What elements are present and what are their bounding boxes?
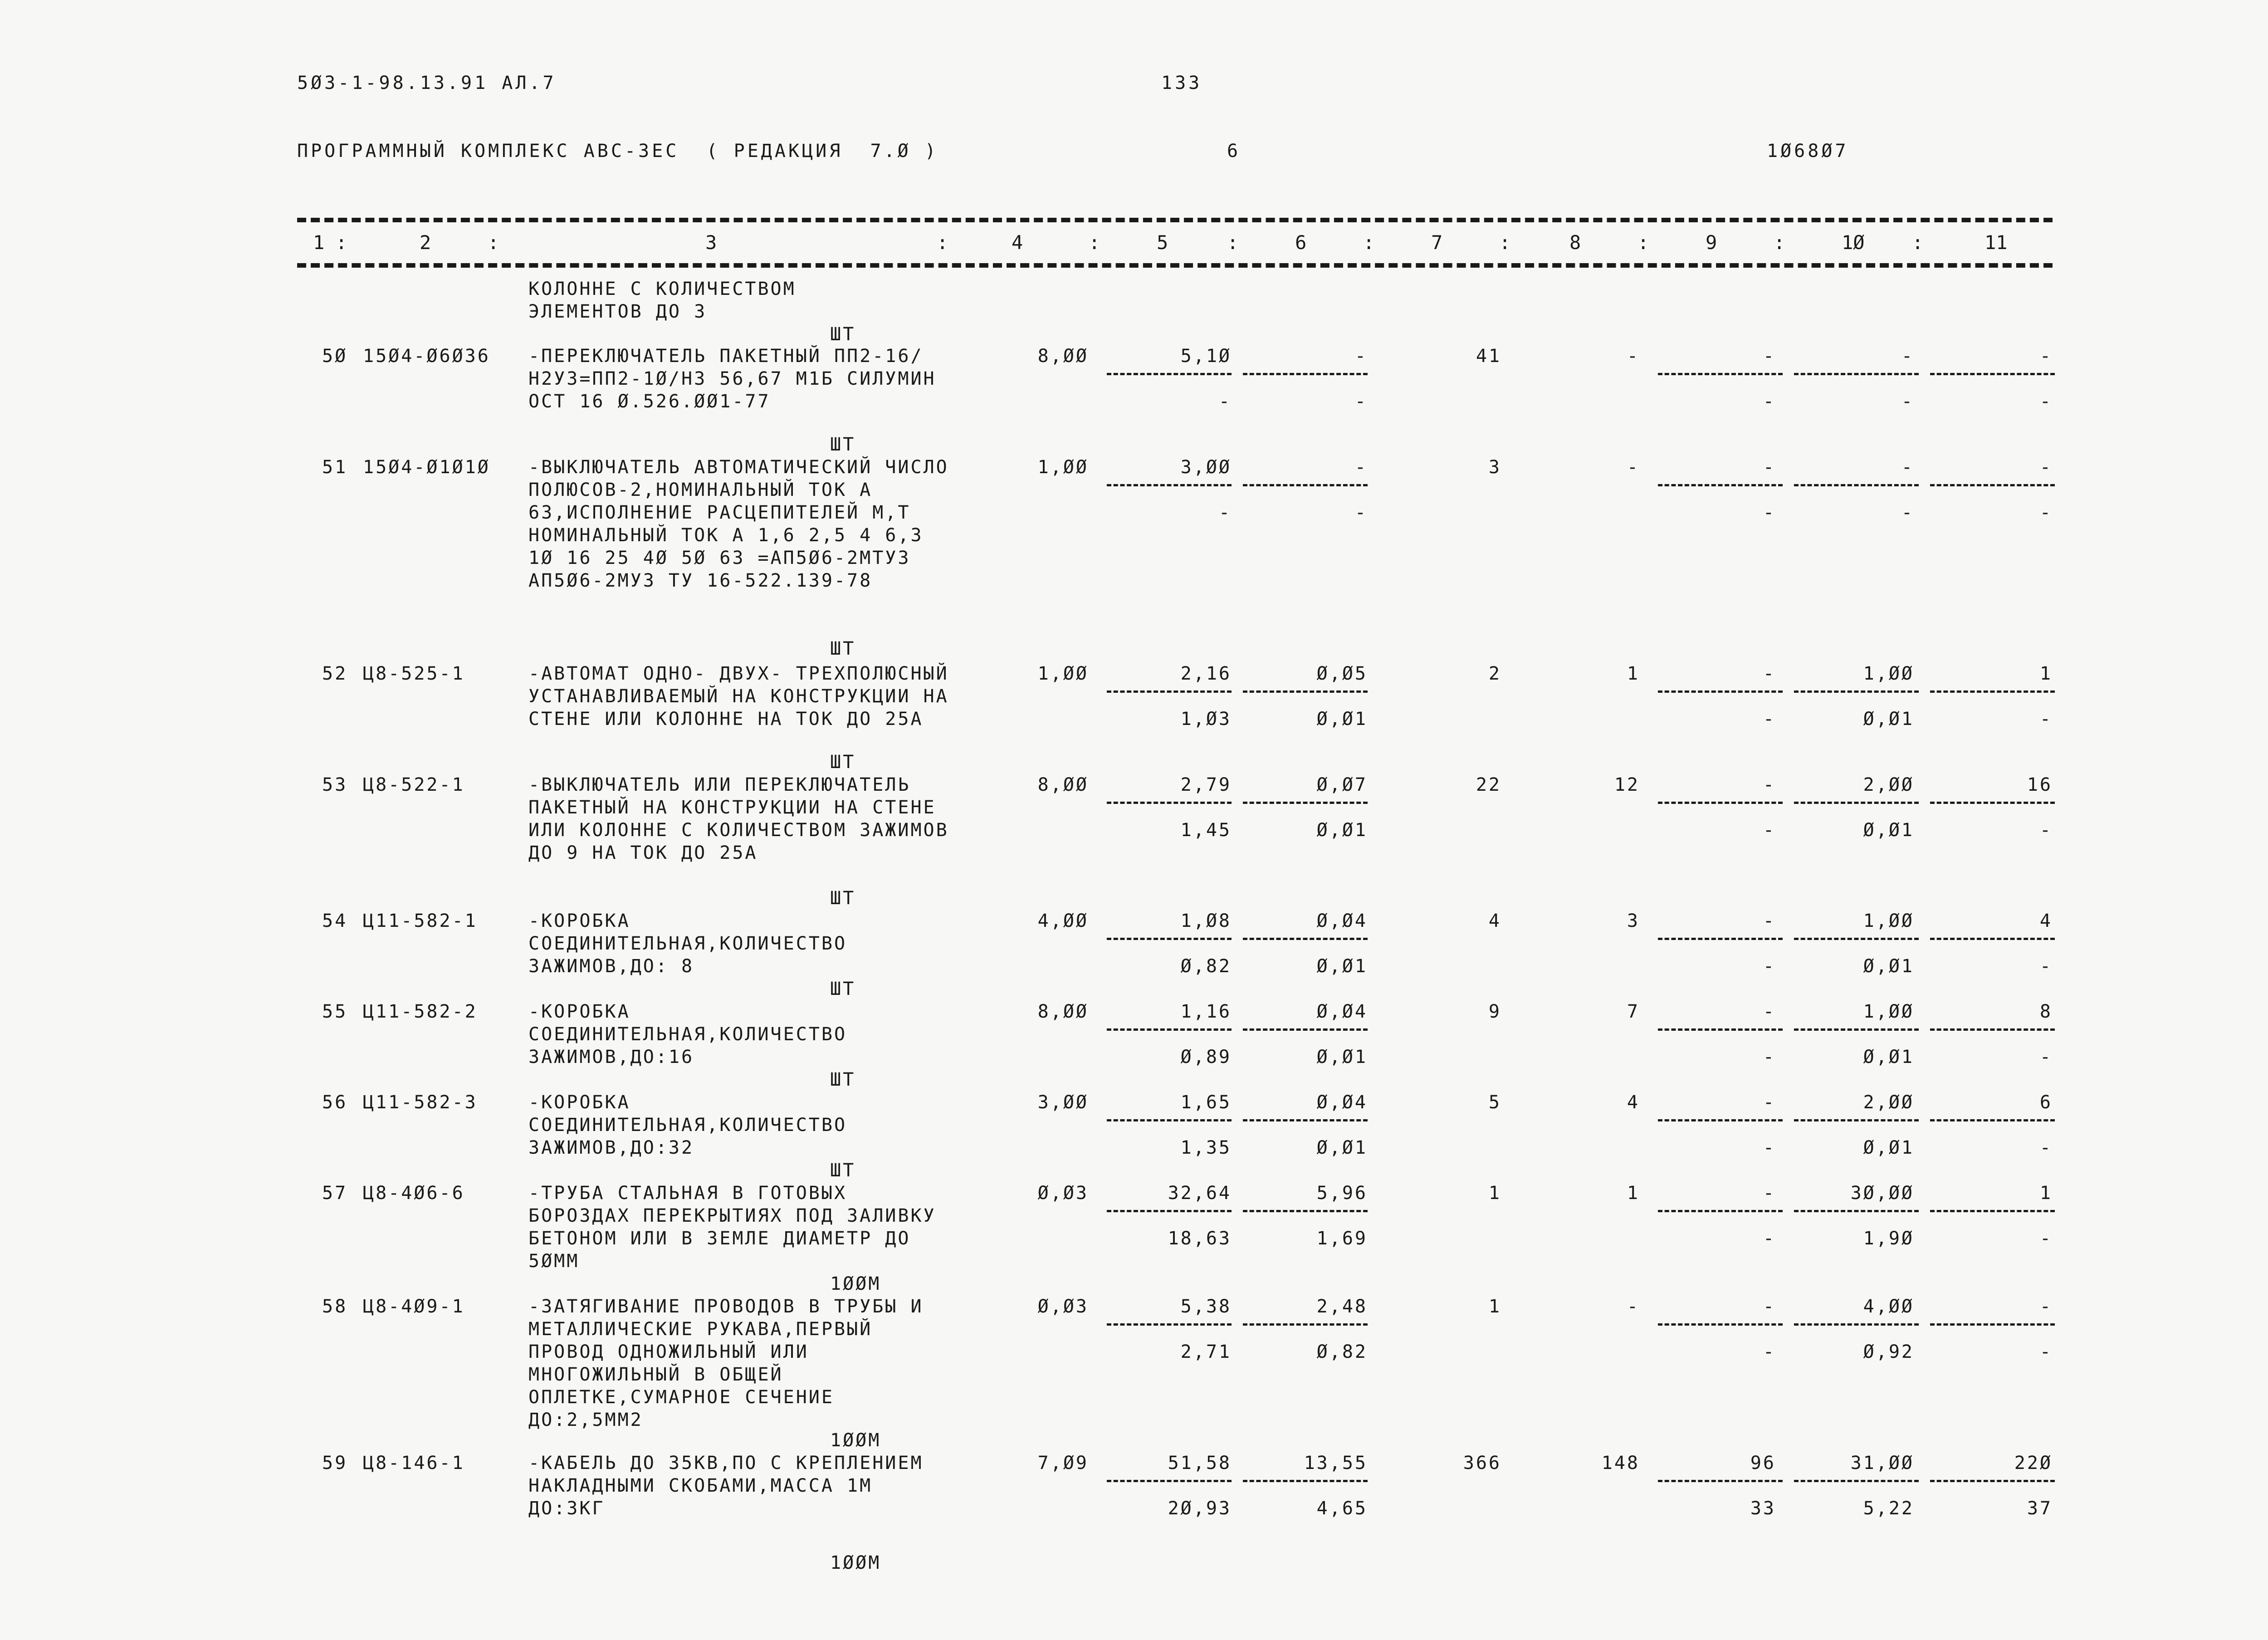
cell-c6b: - bbox=[1354, 502, 1368, 523]
doc-code: 5Ø3-1-98.13.91 АЛ.7 bbox=[297, 73, 557, 93]
cell-c10: - bbox=[1901, 457, 1914, 478]
value-separator bbox=[1107, 802, 1232, 804]
intro-unit: ШТ bbox=[830, 324, 856, 345]
intro-line: КОЛОННЕ С КОЛИЧЕСТВОМ bbox=[528, 279, 796, 299]
row-description: -КОРОБКА СОЕДИНИТЕЛЬНАЯ,КОЛИЧЕСТВО ЗАЖИМОВ,ДО:16 bbox=[528, 1001, 847, 1067]
value-separator bbox=[1794, 484, 1919, 486]
column-separators bbox=[297, 231, 2053, 254]
value-separator bbox=[1930, 1480, 2055, 1482]
value-separator bbox=[1794, 802, 1919, 804]
row-description: -ТРУБА СТАЛЬНАЯ В ГОТОВЫХ БОРОЗДАХ ПЕРЕКРЫТИЯХ ПОД ЗАЛИВКУ БЕТОНОМ ИЛИ В ЗЕМЛЕ ДИАМЕТР ДО 5ØММ bbox=[528, 1183, 936, 1272]
cell-c9: - bbox=[1763, 457, 1776, 478]
cell-c5b: 2Ø,93 bbox=[1168, 1498, 1232, 1519]
cell-c11b: - bbox=[2039, 1228, 2053, 1249]
value-separator bbox=[1243, 1480, 1368, 1482]
cell-c11: 4 bbox=[2039, 911, 2053, 931]
col-sep: : bbox=[336, 231, 347, 254]
value-separator bbox=[1658, 1028, 1783, 1031]
row-number: 51 bbox=[322, 457, 348, 478]
row-code: Ц11-582-3 bbox=[363, 1092, 478, 1113]
value-separator bbox=[1658, 1119, 1783, 1121]
cell-c5b: Ø,82 bbox=[1180, 956, 1232, 977]
col-sep: : bbox=[1912, 231, 1924, 254]
cell-c9: 96 bbox=[1750, 1453, 1776, 1474]
intro-line: ЭЛЕМЕНТОВ ДО 3 bbox=[528, 301, 707, 322]
cell-c11: 8 bbox=[2039, 1001, 2053, 1022]
cell-c4: 1,ØØ bbox=[1037, 457, 1089, 478]
cell-c5: 51,58 bbox=[1168, 1453, 1232, 1474]
cell-c6: 2,48 bbox=[1316, 1296, 1368, 1317]
value-separator bbox=[1107, 373, 1232, 375]
cell-c7: 9 bbox=[1488, 1001, 1501, 1022]
value-separator bbox=[1930, 1323, 2055, 1326]
value-separator bbox=[1930, 484, 2055, 486]
cell-c11b: - bbox=[2039, 502, 2053, 523]
row-number: 57 bbox=[322, 1183, 348, 1204]
row-number: 5Ø bbox=[322, 346, 348, 367]
cell-c11: - bbox=[2039, 457, 2053, 478]
row-number: 56 bbox=[322, 1092, 348, 1113]
value-separator bbox=[1107, 1119, 1232, 1121]
row-unit: ШТ bbox=[830, 1160, 856, 1181]
cell-c9b: - bbox=[1763, 709, 1776, 729]
row-description: -АВТОМАТ ОДНО- ДВУХ- ТРЕХПОЛЮСНЫЙ УСТАНАВЛИВАЕМЫЙ НА КОНСТРУКЦИИ НА СТЕНЕ ИЛИ КОЛОННЕ НА ТОК ДО 25А bbox=[528, 663, 949, 729]
row-description: -КОРОБКА СОЕДИНИТЕЛЬНАЯ,КОЛИЧЕСТВО ЗАЖИМОВ,ДО: 8 bbox=[528, 911, 847, 977]
cell-c5b: 1,35 bbox=[1180, 1137, 1232, 1158]
cell-c5: 1,Ø8 bbox=[1180, 911, 1232, 931]
col-8: 8 bbox=[1569, 231, 1581, 254]
cell-c5: 2,79 bbox=[1180, 774, 1232, 795]
value-separator bbox=[1794, 373, 1919, 375]
value-separator bbox=[1794, 1028, 1919, 1031]
value-separator bbox=[1107, 484, 1232, 486]
row-code: Ц11-582-1 bbox=[363, 911, 478, 931]
cell-c9: - bbox=[1763, 911, 1776, 931]
row-description: -ПЕРЕКЛЮЧАТЕЛЬ ПАКЕТНЫЙ ПП2-16/Н2У3=ПП2-1Ø/Н3 56,67 М1Б СИЛУМИН ОСТ 16 Ø.526.ØØ1-77 bbox=[528, 346, 936, 412]
cell-c5b: - bbox=[1218, 391, 1232, 412]
cell-c5b: - bbox=[1218, 502, 1232, 523]
value-separator bbox=[1794, 1323, 1919, 1326]
value-separator bbox=[1243, 1119, 1368, 1121]
value-separator bbox=[1930, 938, 2055, 940]
col-4: 4 bbox=[1012, 231, 1023, 254]
cell-c4: 7,Ø9 bbox=[1037, 1453, 1089, 1474]
row-description: -ВЫКЛЮЧАТЕЛЬ ИЛИ ПЕРЕКЛЮЧАТЕЛЬ ПАКЕТНЫЙ НА КОНСТРУКЦИИ НА СТЕНЕ ИЛИ КОЛОННЕ С КОЛИЧЕСТВОМ ЗАЖИМОВ ДО 9 НА ТОК ДО 25А bbox=[528, 774, 949, 863]
cell-c10b: 1,9Ø bbox=[1863, 1228, 1914, 1249]
cell-c10b: - bbox=[1901, 502, 1914, 523]
row-unit: ШТ bbox=[830, 1069, 856, 1090]
value-separator bbox=[1930, 373, 2055, 375]
col-sep: : bbox=[1227, 231, 1239, 254]
cell-c7: 5 bbox=[1488, 1092, 1501, 1113]
cell-c9: - bbox=[1763, 774, 1776, 795]
cell-c11: 16 bbox=[2027, 774, 2053, 795]
cell-c8: - bbox=[1627, 457, 1640, 478]
value-separator bbox=[1930, 1210, 2055, 1212]
cell-c4: Ø,Ø3 bbox=[1037, 1183, 1089, 1204]
value-separator bbox=[1794, 1119, 1919, 1121]
cell-c5b: 1,45 bbox=[1180, 820, 1232, 841]
col-10: 1Ø bbox=[1842, 231, 1865, 254]
col-2: 2 bbox=[420, 231, 431, 254]
cell-c5b: Ø,89 bbox=[1180, 1047, 1232, 1067]
cell-c10: 3Ø,ØØ bbox=[1850, 1183, 1914, 1204]
col-3: 3 bbox=[705, 231, 717, 254]
cell-c10b: Ø,Ø1 bbox=[1863, 1137, 1914, 1158]
header-rule-top bbox=[297, 218, 2053, 222]
cell-c6: Ø,Ø7 bbox=[1316, 774, 1368, 795]
value-separator bbox=[1930, 1119, 2055, 1121]
cell-c7: 366 bbox=[1463, 1453, 1501, 1474]
cell-c6b: Ø,Ø1 bbox=[1316, 956, 1368, 977]
row-description: -ЗАТЯГИВАНИЕ ПРОВОДОВ В ТРУБЫ И МЕТАЛЛИЧЕСКИЕ РУКАВА,ПЕРВЫЙ ПРОВОД ОДНОЖИЛЬНЫЙ ИЛИ МНОГОЖИЛЬНЫЙ В ОБЩЕЙ ОПЛЕТКЕ,СУМАРНОЕ СЕЧЕНИЕ ДО:2,5ММ2 bbox=[528, 1296, 924, 1430]
value-separator bbox=[1658, 690, 1783, 693]
value-separator bbox=[1107, 1028, 1232, 1031]
sheet-number: 6 bbox=[1227, 141, 1241, 162]
cell-c4: 8,ØØ bbox=[1037, 1001, 1089, 1022]
cell-c6: Ø,Ø4 bbox=[1316, 1001, 1368, 1022]
cell-c5: 5,1Ø bbox=[1180, 346, 1232, 367]
cell-c9b: - bbox=[1763, 1341, 1776, 1362]
cell-c9b: - bbox=[1763, 1228, 1776, 1249]
cell-c5: 1,65 bbox=[1180, 1092, 1232, 1113]
cell-c8: 4 bbox=[1627, 1092, 1640, 1113]
value-separator bbox=[1794, 938, 1919, 940]
cell-c6b: 1,69 bbox=[1316, 1228, 1368, 1249]
col-1: 1 bbox=[313, 231, 325, 254]
value-separator bbox=[1658, 484, 1783, 486]
value-separator bbox=[1107, 1323, 1232, 1326]
value-separator bbox=[1930, 802, 2055, 804]
cell-c4: 8,ØØ bbox=[1037, 774, 1089, 795]
cell-c10: 1,ØØ bbox=[1863, 911, 1914, 931]
cell-c8: 1 bbox=[1627, 663, 1640, 684]
cell-c11b: - bbox=[2039, 391, 2053, 412]
cell-c7: 1 bbox=[1488, 1296, 1501, 1317]
cell-c9b: - bbox=[1763, 502, 1776, 523]
cell-c8: 12 bbox=[1614, 774, 1640, 795]
row-description: -ВЫКЛЮЧАТЕЛЬ АВТОМАТИЧЕСКИЙ ЧИСЛО ПОЛЮСОВ-2,НОМИНАЛЬНЫЙ ТОК А 63,ИСПОЛНЕНИЕ РАСЦЕПИТЕЛЕЙ М,Т НОМИНАЛЬНЫЙ ТОК А 1,6 2,5 4 6,3 1Ø 16 25 4Ø 5Ø 63 =АП5Ø6-2МТУ3 АП5Ø6-2МУ3 ТУ 16-522.139-78 bbox=[528, 457, 949, 591]
cell-c7: 2 bbox=[1488, 663, 1501, 684]
cell-c6b: Ø,82 bbox=[1316, 1341, 1368, 1362]
cell-c9: - bbox=[1763, 1296, 1776, 1317]
cell-c6: - bbox=[1354, 346, 1368, 367]
cell-c9b: - bbox=[1763, 1137, 1776, 1158]
col-sep: : bbox=[1774, 231, 1785, 254]
cell-c7: 1 bbox=[1488, 1183, 1501, 1204]
value-separator bbox=[1658, 1323, 1783, 1326]
cell-c8: - bbox=[1627, 1296, 1640, 1317]
cell-c10: 1,ØØ bbox=[1863, 663, 1914, 684]
cell-c11b: - bbox=[2039, 709, 2053, 729]
col-sep: : bbox=[1637, 231, 1649, 254]
cell-c4: Ø,Ø3 bbox=[1037, 1296, 1089, 1317]
job-code: 1Ø68Ø7 bbox=[1767, 141, 1849, 162]
value-separator bbox=[1658, 373, 1783, 375]
cell-c6b: Ø,Ø1 bbox=[1316, 1047, 1368, 1067]
cell-c10b: - bbox=[1901, 391, 1914, 412]
cell-c5b: 2,71 bbox=[1180, 1341, 1232, 1362]
cell-c6b: 4,65 bbox=[1316, 1498, 1368, 1519]
cell-c9b: 33 bbox=[1750, 1498, 1776, 1519]
row-unit: 1ØØМ bbox=[830, 1552, 881, 1573]
cell-c10: 31,ØØ bbox=[1850, 1453, 1914, 1474]
cell-c7: 3 bbox=[1488, 457, 1501, 478]
cell-c6b: - bbox=[1354, 391, 1368, 412]
page-number: 133 bbox=[1161, 73, 1202, 93]
row-description: -КОРОБКА СОЕДИНИТЕЛЬНАЯ,КОЛИЧЕСТВО ЗАЖИМОВ,ДО:32 bbox=[528, 1092, 847, 1158]
cell-c9: - bbox=[1763, 1001, 1776, 1022]
value-separator bbox=[1658, 802, 1783, 804]
cell-c8: 3 bbox=[1627, 911, 1640, 931]
value-separator bbox=[1930, 1028, 2055, 1031]
value-separator bbox=[1658, 1480, 1783, 1482]
cell-c5: 32,64 bbox=[1168, 1183, 1232, 1204]
cell-c8: - bbox=[1627, 346, 1640, 367]
cell-c10: 2,ØØ bbox=[1863, 774, 1914, 795]
row-number: 54 bbox=[322, 911, 348, 931]
cell-c11b: - bbox=[2039, 1341, 2053, 1362]
cell-c9: - bbox=[1763, 663, 1776, 684]
cell-c6b: Ø,Ø1 bbox=[1316, 1137, 1368, 1158]
value-separator bbox=[1243, 484, 1368, 486]
col-7: 7 bbox=[1431, 231, 1443, 254]
row-unit: 1ØØМ bbox=[830, 1430, 881, 1451]
cell-c8: 148 bbox=[1601, 1453, 1640, 1474]
cell-c4: 1,ØØ bbox=[1037, 663, 1089, 684]
value-separator bbox=[1243, 690, 1368, 693]
cell-c8: 1 bbox=[1627, 1183, 1640, 1204]
cell-c6b: Ø,Ø1 bbox=[1316, 709, 1368, 729]
cell-c10: 4,ØØ bbox=[1863, 1296, 1914, 1317]
col-sep: : bbox=[1363, 231, 1375, 254]
cell-c5: 2,16 bbox=[1180, 663, 1232, 684]
cell-c6: Ø,Ø4 bbox=[1316, 911, 1368, 931]
cell-c10b: Ø,Ø1 bbox=[1863, 820, 1914, 841]
value-separator bbox=[1658, 1210, 1783, 1212]
cell-c7: 41 bbox=[1476, 346, 1501, 367]
cell-c11b: - bbox=[2039, 820, 2053, 841]
cell-c11: 22Ø bbox=[2014, 1453, 2053, 1474]
col-6: 6 bbox=[1295, 231, 1307, 254]
cell-c9: - bbox=[1763, 1183, 1776, 1204]
cell-c11: - bbox=[2039, 346, 2053, 367]
row-code: Ц8-146-1 bbox=[363, 1453, 465, 1474]
col-sep: : bbox=[1089, 231, 1100, 254]
row-number: 58 bbox=[322, 1296, 348, 1317]
cell-c7: 4 bbox=[1488, 911, 1501, 931]
value-separator bbox=[1243, 1210, 1368, 1212]
cell-c10b: Ø,Ø1 bbox=[1863, 709, 1914, 729]
row-unit: 1ØØМ bbox=[830, 1273, 881, 1294]
cell-c5: 3,ØØ bbox=[1180, 457, 1232, 478]
cell-c6: 13,55 bbox=[1304, 1453, 1368, 1474]
row-number: 52 bbox=[322, 663, 348, 684]
cell-c10: 1,ØØ bbox=[1863, 1001, 1914, 1022]
row-code: Ц8-4Ø6-6 bbox=[363, 1183, 465, 1204]
cell-c6: 5,96 bbox=[1316, 1183, 1368, 1204]
cell-c8: 7 bbox=[1627, 1001, 1640, 1022]
cell-c10: 2,ØØ bbox=[1863, 1092, 1914, 1113]
row-code: Ц8-4Ø9-1 bbox=[363, 1296, 465, 1317]
cell-c11: 1 bbox=[2039, 1183, 2053, 1204]
cell-c4: 8,ØØ bbox=[1037, 346, 1089, 367]
row-number: 59 bbox=[322, 1453, 348, 1474]
row-number: 55 bbox=[322, 1001, 348, 1022]
cell-c4: 4,ØØ bbox=[1037, 911, 1089, 931]
row-unit: ШТ bbox=[830, 888, 856, 909]
col-sep: : bbox=[488, 231, 499, 254]
value-separator bbox=[1658, 938, 1783, 940]
row-number: 53 bbox=[322, 774, 348, 795]
cell-c11b: 37 bbox=[2027, 1498, 2053, 1519]
cell-c9: - bbox=[1763, 346, 1776, 367]
value-separator bbox=[1794, 1210, 1919, 1212]
cell-c10: - bbox=[1901, 346, 1914, 367]
row-code: Ц11-582-2 bbox=[363, 1001, 478, 1022]
cell-c11: 6 bbox=[2039, 1092, 2053, 1113]
row-unit: ШТ bbox=[830, 979, 856, 999]
cell-c6: - bbox=[1354, 457, 1368, 478]
cell-c10b: 5,22 bbox=[1863, 1498, 1914, 1519]
cell-c9b: - bbox=[1763, 391, 1776, 412]
value-separator bbox=[1243, 802, 1368, 804]
value-separator bbox=[1794, 1480, 1919, 1482]
value-separator bbox=[1107, 1210, 1232, 1212]
cell-c7: 22 bbox=[1476, 774, 1501, 795]
cell-c11b: - bbox=[2039, 1047, 2053, 1067]
cell-c10b: Ø,92 bbox=[1863, 1341, 1914, 1362]
col-9: 9 bbox=[1706, 231, 1717, 254]
cell-c11: - bbox=[2039, 1296, 2053, 1317]
value-separator bbox=[1243, 1323, 1368, 1326]
cell-c5b: 1,Ø3 bbox=[1180, 709, 1232, 729]
row-code: Ц8-525-1 bbox=[363, 663, 465, 684]
cell-c9b: - bbox=[1763, 1047, 1776, 1067]
program-title: ПРОГРАММНЫЙ КОМПЛЕКС АВС-3ЕС ( РЕДАКЦИЯ 7.Ø ) bbox=[297, 141, 938, 162]
cell-c11b: - bbox=[2039, 956, 2053, 977]
cell-c11: 1 bbox=[2039, 663, 2053, 684]
row-code: 15Ø4-Ø1Ø1Ø bbox=[363, 457, 490, 478]
col-sep: : bbox=[937, 231, 948, 254]
row-code: 15Ø4-Ø6Ø36 bbox=[363, 346, 490, 367]
cell-c6: Ø,Ø4 bbox=[1316, 1092, 1368, 1113]
cell-c6: Ø,Ø5 bbox=[1316, 663, 1368, 684]
cell-c5: 1,16 bbox=[1180, 1001, 1232, 1022]
row-unit: ШТ bbox=[830, 752, 856, 773]
value-separator bbox=[1930, 690, 2055, 693]
row-description: -КАБЕЛЬ ДО 35КВ,ПО С КРЕПЛЕНИЕМ НАКЛАДНЫМИ СКОБАМИ,МАССА 1М ДО:3КГ bbox=[528, 1453, 924, 1519]
cell-c10b: Ø,Ø1 bbox=[1863, 956, 1914, 977]
value-separator bbox=[1794, 690, 1919, 693]
col-5: 5 bbox=[1157, 231, 1168, 254]
cell-c9: - bbox=[1763, 1092, 1776, 1113]
cell-c9b: - bbox=[1763, 956, 1776, 977]
value-separator bbox=[1107, 938, 1232, 940]
value-separator bbox=[1243, 373, 1368, 375]
row-code: Ц8-522-1 bbox=[363, 774, 465, 795]
col-11: 11 bbox=[1984, 231, 2008, 254]
col-sep: : bbox=[1499, 231, 1511, 254]
value-separator bbox=[1107, 1480, 1232, 1482]
cell-c9b: - bbox=[1763, 820, 1776, 841]
value-separator bbox=[1107, 690, 1232, 693]
cell-c5: 5,38 bbox=[1180, 1296, 1232, 1317]
cell-c4: 3,ØØ bbox=[1037, 1092, 1089, 1113]
row-unit: ШТ bbox=[830, 638, 856, 659]
value-separator bbox=[1243, 938, 1368, 940]
cell-c10b: Ø,Ø1 bbox=[1863, 1047, 1914, 1067]
row-unit: ШТ bbox=[830, 434, 856, 455]
cell-c6b: Ø,Ø1 bbox=[1316, 820, 1368, 841]
cell-c11b: - bbox=[2039, 1137, 2053, 1158]
header-rule-bottom bbox=[297, 263, 2053, 268]
value-separator bbox=[1243, 1028, 1368, 1031]
cell-c5b: 18,63 bbox=[1168, 1228, 1232, 1249]
